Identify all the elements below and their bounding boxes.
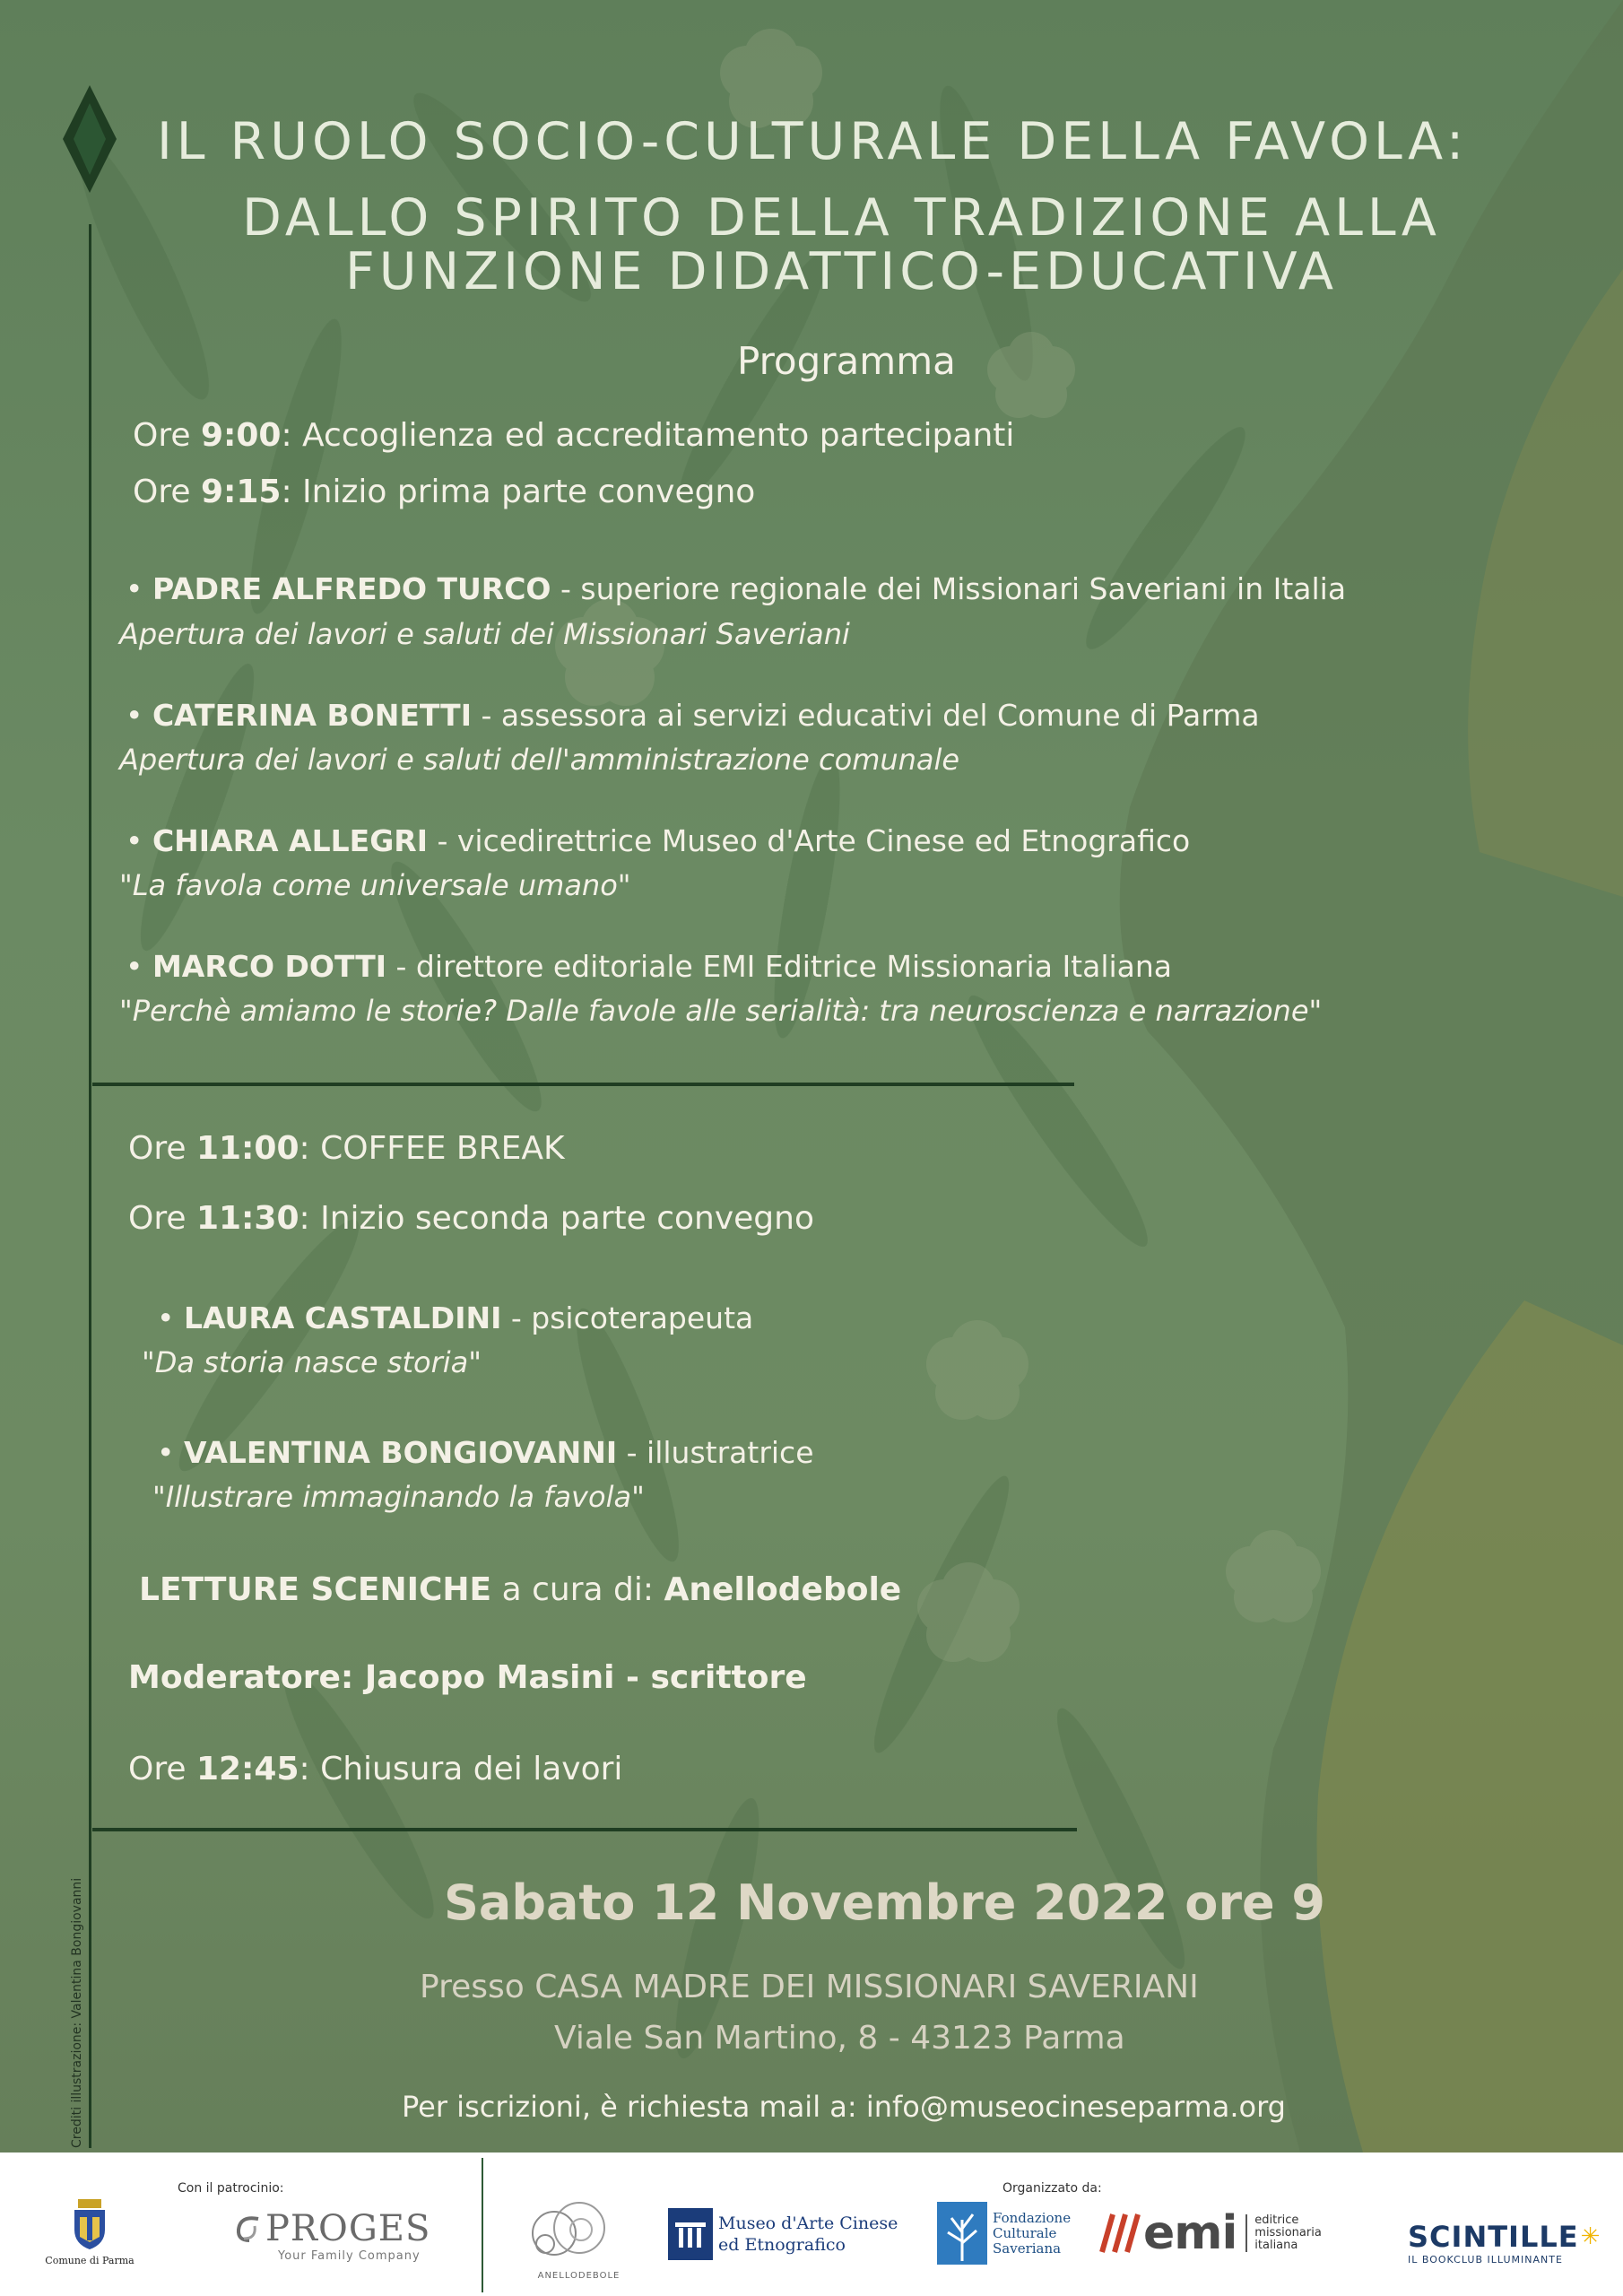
illustration-credit: Crediti illustrazione: Valentina Bongiovanni <box>70 1877 84 2148</box>
registration-info: Per iscrizioni, è richiesta mail a: info@museocineseparma.org <box>402 2090 1286 2124</box>
proges-swirl-icon <box>231 2212 265 2246</box>
speaker-entry: • CATERINA BONETTI - assessora ai servizi educativi del Comune di Parma <box>126 698 1260 733</box>
schedule-item: Ore 11:30: Inizio seconda parte convegno <box>128 1200 815 1237</box>
event-date: Sabato 12 Novembre 2022 ore 9 <box>444 1874 1325 1931</box>
title-line-1: IL RUOLO SOCIO-CULTURALE DELLA FAVOLA: <box>157 112 1469 171</box>
emi-logo: emi editrice missionaria italiana <box>1098 2206 1322 2260</box>
talk-title: "Da storia nasce storia" <box>142 1345 482 1379</box>
talk-title: Apertura dei lavori e saluti dei Missionari Saveriani <box>119 617 850 651</box>
schedule-item: Ore 12:45: Chiusura dei lavori <box>128 1751 623 1787</box>
anellodebole-logo: ANELLODEBOLE <box>527 2197 630 2283</box>
talk-title: "Perchè amiamo le storie? Dalle favole alle serialità: tra neuroscienza e narrazione" <box>119 994 1323 1028</box>
sponsor-footer <box>0 2152 1623 2296</box>
readings-line: LETTURE SCENICHE a cura di: Anellodebole <box>139 1571 902 1608</box>
speaker-entry: • MARCO DOTTI - direttore editoriale EMI Editrice Missionaria Italiana <box>126 949 1173 984</box>
footer-divider <box>482 2158 483 2292</box>
moderator-line: Moderatore: Jacopo Masini - scrittore <box>128 1659 807 1696</box>
talk-title: "Illustrare immaginando la favola" <box>152 1480 645 1514</box>
scintille-logo: SCINTILLE ✳ IL BOOKCLUB ILLUMINANTE <box>1408 2220 1601 2266</box>
spark-icon: ✳ <box>1580 2223 1601 2250</box>
organized-label: Organizzato da: <box>1002 2181 1102 2196</box>
speaker-entry: • CHIARA ALLEGRI - vicedirettrice Museo d'Arte Cinese ed Etnografico <box>126 823 1191 858</box>
section-divider <box>92 1828 1077 1831</box>
program-heading: Programma <box>737 339 956 383</box>
proges-logo: PROGES Your Family Company <box>231 2208 430 2263</box>
comune-di-parma-logo: Comune di Parma <box>45 2197 135 2287</box>
decorative-rule <box>54 85 126 2148</box>
speaker-entry: • LAURA CASTALDINI - psicoterapeuta <box>157 1300 754 1335</box>
fondazione-saveriana-logo: Fondazione Culturale Saveriana <box>937 2202 1071 2265</box>
rings-icon <box>527 2197 630 2267</box>
venue-line-1: Presso CASA MADRE DEI MISSIONARI SAVERIANI <box>420 1969 1199 2005</box>
museo-gate-icon <box>668 2208 713 2260</box>
title-line-2: DALLO SPIRITO DELLA TRADIZIONE ALLA <box>242 188 1441 248</box>
schedule-item: Ore 11:00: COFFEE BREAK <box>128 1130 565 1167</box>
schedule-item: Ore 9:00: Accoglienza ed accreditamento partecipanti <box>133 417 1015 454</box>
schedule-item: Ore 9:15: Inizio prima parte convegno <box>133 474 756 510</box>
patronage-label: Con il patrocinio: <box>178 2181 284 2196</box>
coat-of-arms-icon <box>67 2197 112 2251</box>
section-divider <box>92 1083 1074 1086</box>
speaker-entry: • VALENTINA BONGIOVANNI - illustratrice <box>157 1435 814 1470</box>
museo-arte-cinese-logo: Museo d'Arte Cinese ed Etnografico <box>668 2208 898 2260</box>
title-line-3: FUNZIONE DIDATTICO-EDUCATIVA <box>345 242 1339 301</box>
talk-title: Apertura dei lavori e saluti dell'amministrazione comunale <box>119 743 960 777</box>
speaker-entry: • PADRE ALFREDO TURCO - superiore regionale dei Missionari Saveriani in Italia <box>126 571 1347 606</box>
talk-title: "La favola come universale umano" <box>119 868 631 902</box>
fondazione-tree-icon <box>937 2202 987 2265</box>
emi-stripes-icon <box>1098 2211 1141 2256</box>
venue-line-2: Viale San Martino, 8 - 43123 Parma <box>554 2020 1125 2057</box>
